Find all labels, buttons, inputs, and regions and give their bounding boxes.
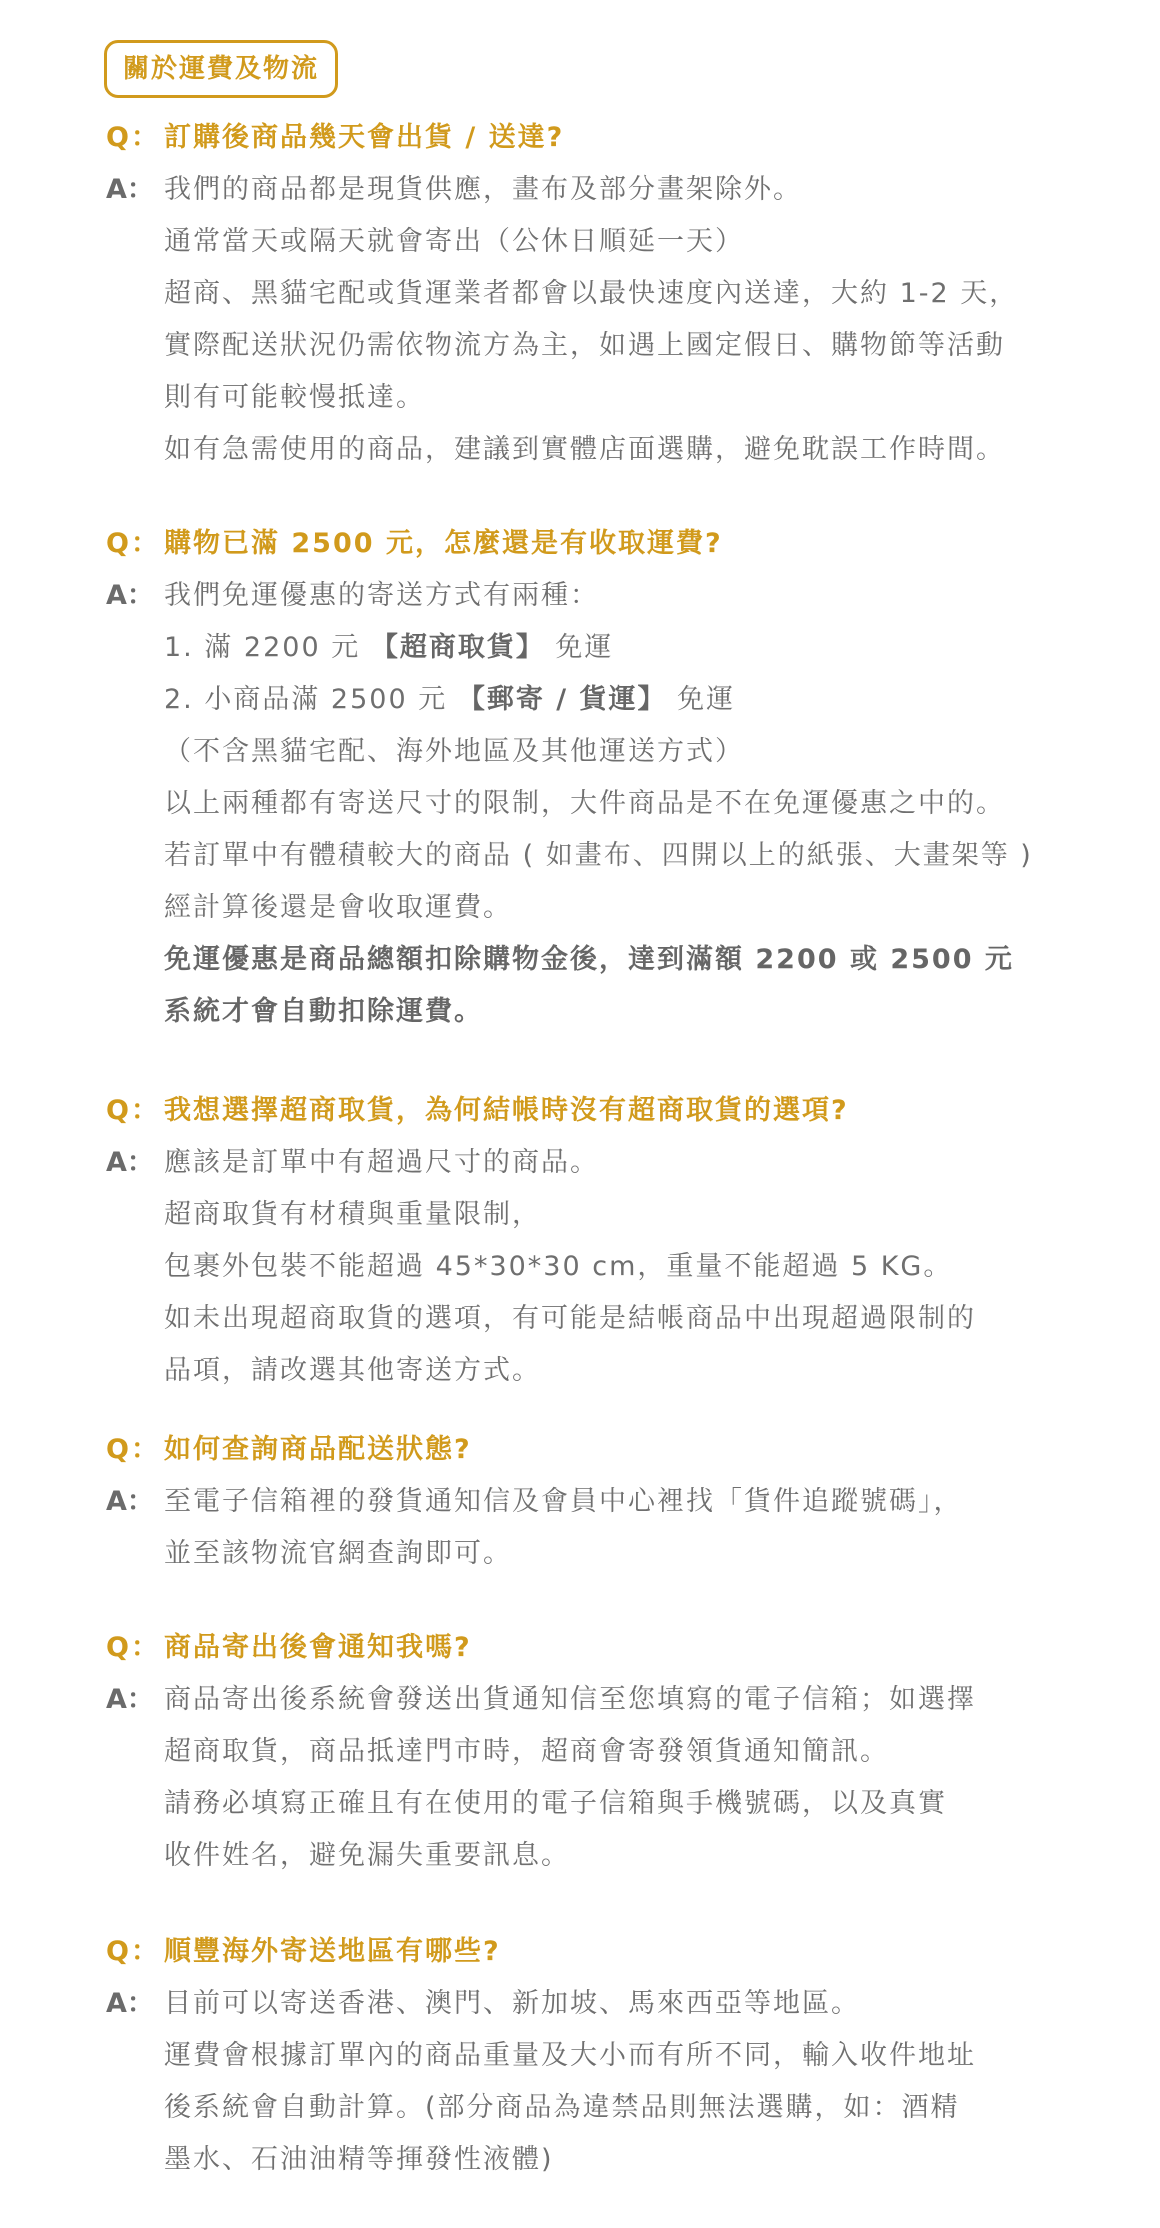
faq-answer [106,1137,1146,1397]
answer-line: 我們的商品都是現貨供應，畫布及部分畫架除外。 [164,174,802,205]
question-text: 購物已滿 2500 元，怎麼還是有收取運費? [164,528,723,559]
answer-line [164,674,1146,726]
faq-answer [106,1674,1146,1882]
faq-item-shipping-notice [106,1622,1146,1882]
answer-line-tail: 免運 [555,632,614,663]
answer-prefix: A： [106,1486,154,1517]
answer-line: 品項，請改選其他寄送方式。 [164,1355,541,1386]
answer-line: 後系統會自動計算。(部分商品為違禁品則無法選購，如：酒精 [164,2092,960,2123]
faq-question [106,1926,1146,1978]
answer-prefix: A： [106,580,154,611]
answer-line: 至電子信箱裡的發貨通知信及會員中心裡找「貨件追蹤號碼」， [164,1486,963,1517]
faq-answer [106,1476,1146,1580]
question-prefix: Q： [106,1434,160,1465]
faq-answer [106,570,1146,1038]
answer-line: 超商取貨，商品抵達門市時，超商會寄發領貨通知簡訊。 [164,1736,889,1767]
question-text: 商品寄出後會通知我嗎? [164,1632,472,1663]
answer-line: 實際配送狀況仍需依物流方為主，如遇上國定假日、購物節等活動 [164,330,1005,361]
answer-line-emphasis: 免運優惠是商品總額扣除購物金後，達到滿額 2200 或 2500 元 [164,944,1014,975]
faq-question [106,1424,1146,1476]
answer-line: 目前可以寄送香港、澳門、新加坡、馬來西亞等地區。 [164,1988,860,2019]
highlight-convenience-store-pickup: 【超商取貨】 [370,632,545,663]
section-title-badge: 關於運費及物流 [104,40,338,98]
faq-question [106,1622,1146,1674]
faq-item-free-shipping [106,518,1146,1038]
faq-item-delivery-time [106,112,1146,476]
answer-prefix: A： [106,1684,154,1715]
question-prefix: Q： [106,1095,160,1126]
answer-line: 請務必填寫正確且有在使用的電子信箱與手機號碼，以及真實 [164,1788,947,1819]
faq-item-convenience-store [106,1085,1146,1397]
faq-question [106,112,1146,164]
answer-prefix: A： [106,1988,154,2019]
question-prefix: Q： [106,1936,160,1967]
answer-line: 如未出現超商取貨的選項，有可能是結帳商品中出現超過限制的 [164,1303,976,1334]
answer-line-head: 1. 滿 2200 元 [164,632,361,663]
answer-line: 則有可能較慢抵達。 [164,382,425,413]
answer-line: 運費會根據訂單內的商品重量及大小而有所不同，輸入收件地址 [164,2040,976,2071]
answer-line: 若訂單中有體積較大的商品 ( 如畫布、四開以上的紙張、大畫架等 ) [164,840,1033,871]
answer-line: 並至該物流官網查詢即可。 [164,1538,512,1569]
answer-line-tail: 免運 [677,684,736,715]
highlight-mail-freight: 【郵寄 / 貨運】 [457,684,667,715]
answer-line: 商品寄出後系統會發送出貨通知信至您填寫的電子信箱；如選擇 [164,1684,976,1715]
question-prefix: Q： [106,528,160,559]
question-text: 訂購後商品幾天會出貨 / 送達? [164,122,565,153]
answer-line: 收件姓名，避免漏失重要訊息。 [164,1840,570,1871]
question-text: 我想選擇超商取貨，為何結帳時沒有超商取貨的選項? [164,1095,849,1126]
faq-answer [106,1978,1146,2186]
answer-line: 超商、黑貓宅配或貨運業者都會以最快速度內送達，大約 1-2 天， [164,278,1019,309]
faq-question [106,1085,1146,1137]
answer-line: 應該是訂單中有超過尺寸的商品。 [164,1147,599,1178]
question-prefix: Q： [106,1632,160,1663]
answer-line-head: 2. 小商品滿 2500 元 [164,684,448,715]
question-text: 順豐海外寄送地區有哪些? [164,1936,501,1967]
faq-answer [106,164,1146,476]
faq-item-tracking [106,1424,1146,1580]
faq-item-overseas [106,1926,1146,2186]
answer-prefix: A： [106,174,154,205]
question-prefix: Q： [106,122,160,153]
answer-line: 超商取貨有材積與重量限制， [164,1199,541,1230]
question-text: 如何查詢商品配送狀態? [164,1434,472,1465]
answer-line-emphasis: 系統才會自動扣除運費。 [164,996,483,1027]
answer-line: 如有急需使用的商品，建議到實體店面選購，避免耽誤工作時間。 [164,434,1005,465]
faq-question [106,518,1146,570]
answer-prefix: A： [106,1147,154,1178]
answer-line: 通常當天或隔天就會寄出（公休日順延一天） [164,226,744,257]
answer-line: 包裹外包裝不能超過 45*30*30 cm，重量不能超過 5 KG。 [164,1251,953,1282]
answer-line: 經計算後還是會收取運費。 [164,892,512,923]
answer-line [164,622,1146,674]
answer-line: 墨水、石油油精等揮發性液體) [164,2144,554,2175]
answer-line: 以上兩種都有寄送尺寸的限制，大件商品是不在免運優惠之中的。 [164,788,1005,819]
answer-line: （不含黑貓宅配、海外地區及其他運送方式） [164,736,744,767]
answer-line: 我們免運優惠的寄送方式有兩種： [164,580,599,611]
